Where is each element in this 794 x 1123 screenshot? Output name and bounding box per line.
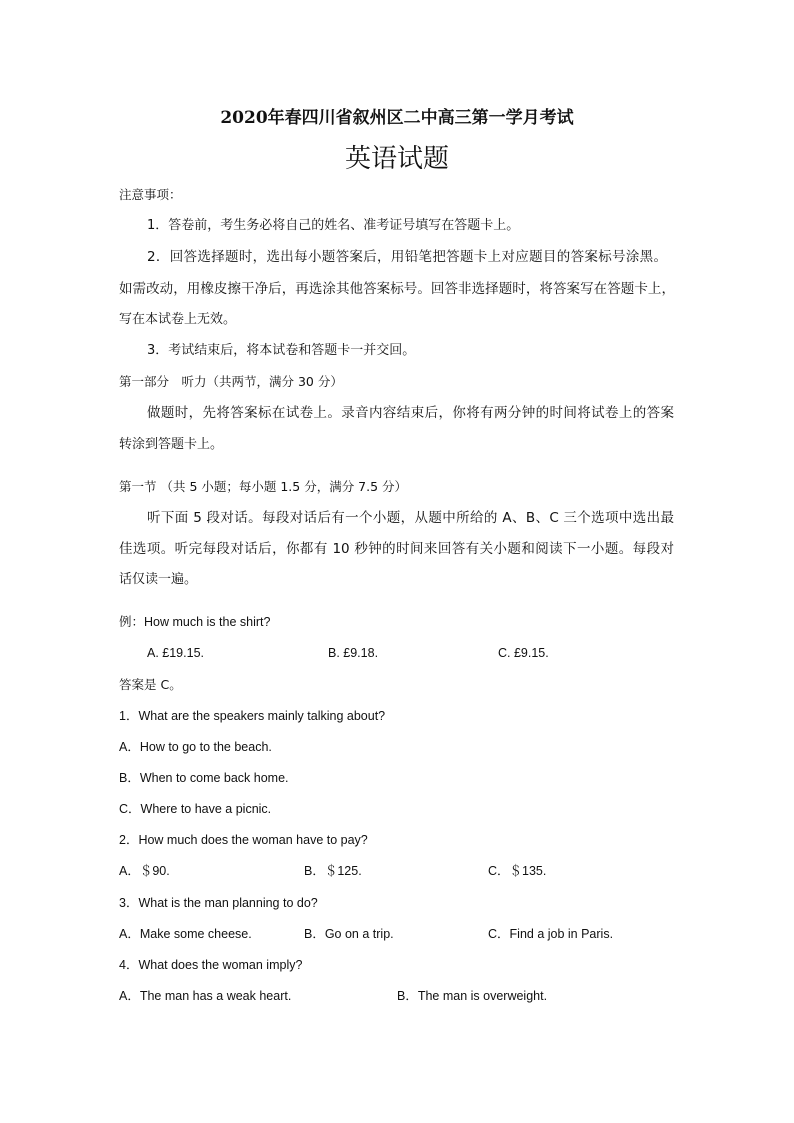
section1-intro-line-1: 听下面 5 段对话。每段对话后有一个小题，从题中所给的 A、B、C 三个选项中选出最 (147, 510, 674, 526)
question-2-option-b: B．＄125. (304, 864, 362, 878)
notice-item-2-line-3: 写在本试卷上无效。 (119, 312, 237, 327)
question-1-option-a: A．How to go to the beach. (119, 740, 272, 754)
question-2-stem: 2．How much does the woman have to pay? (119, 833, 368, 847)
example-option-a: A. £19.15. (147, 646, 204, 660)
question-1-option-b: B．When to come back home. (119, 771, 289, 785)
notice-item-3: 3．考试结束后，将本试卷和答题卡一并交回。 (147, 343, 416, 358)
example-answer: 答案是 C。 (119, 677, 182, 692)
question-3-option-c: C．Find a job in Paris. (488, 927, 614, 941)
notice-item-1: 1．答卷前，考生务必将自己的姓名、准考证号填写在答题卡上。 (147, 218, 520, 233)
part1-heading: 第一部分 听力（共两节，满分 30 分） (119, 374, 343, 389)
section1-heading: 第一节 （共 5 小题；每小题 1.5 分，满分 7.5 分） (119, 479, 408, 494)
part1-intro-line-2: 转涂到答题卡上。 (119, 437, 224, 452)
part1-intro-line-1: 做题时，先将答案标在试卷上。录音内容结束后，你将有两分钟的时间将试卷上的答案 (147, 405, 674, 421)
question-3-stem: 3．What is the man planning to do? (119, 896, 318, 910)
section1-intro-line-2: 佳选项。听完每段对话后，你都有 10 秒钟的时间来回答有关小题和阅读下一小题。每段对 (119, 541, 674, 557)
question-1-stem: 1．What are the speakers mainly talking about? (119, 709, 386, 723)
question-3-option-b: B．Go on a trip. (304, 927, 394, 941)
section1-intro-line-3: 话仅读一遍。 (119, 572, 198, 587)
question-4-option-b: B．The man is overweight. (397, 989, 548, 1003)
example-option-c: C. £9.15. (498, 646, 549, 660)
notice-item-2-line-1: 2．回答选择题时，选出每小题答案后，用铅笔把答题卡上对应题目的答案标号涂黑。 (147, 249, 667, 265)
subject-title: 英语试题 (344, 144, 449, 174)
exam-title: 2020年春四川省叙州区二中高三第一学月考试 (220, 108, 574, 128)
question-2-option-a: A．＄90. (119, 864, 170, 878)
question-4-stem: 4．What does the woman imply? (119, 958, 303, 972)
example-question: 例：How much is the shirt? (119, 615, 271, 629)
question-2-option-c: C．＄135. (488, 864, 547, 878)
question-1-option-c: C．Where to have a picnic. (119, 802, 272, 816)
notice-item-2-line-2: 如需改动，用橡皮擦干净后，再选涂其他答案标号。回答非选择题时，将答案写在答题卡上， (119, 281, 675, 297)
question-4-option-a: A．The man has a weak heart. (119, 989, 292, 1003)
question-3-option-a: A．Make some cheese. (119, 927, 252, 941)
example-option-b: B. £9.18. (328, 646, 379, 660)
notice-heading: 注意事项： (119, 187, 182, 202)
